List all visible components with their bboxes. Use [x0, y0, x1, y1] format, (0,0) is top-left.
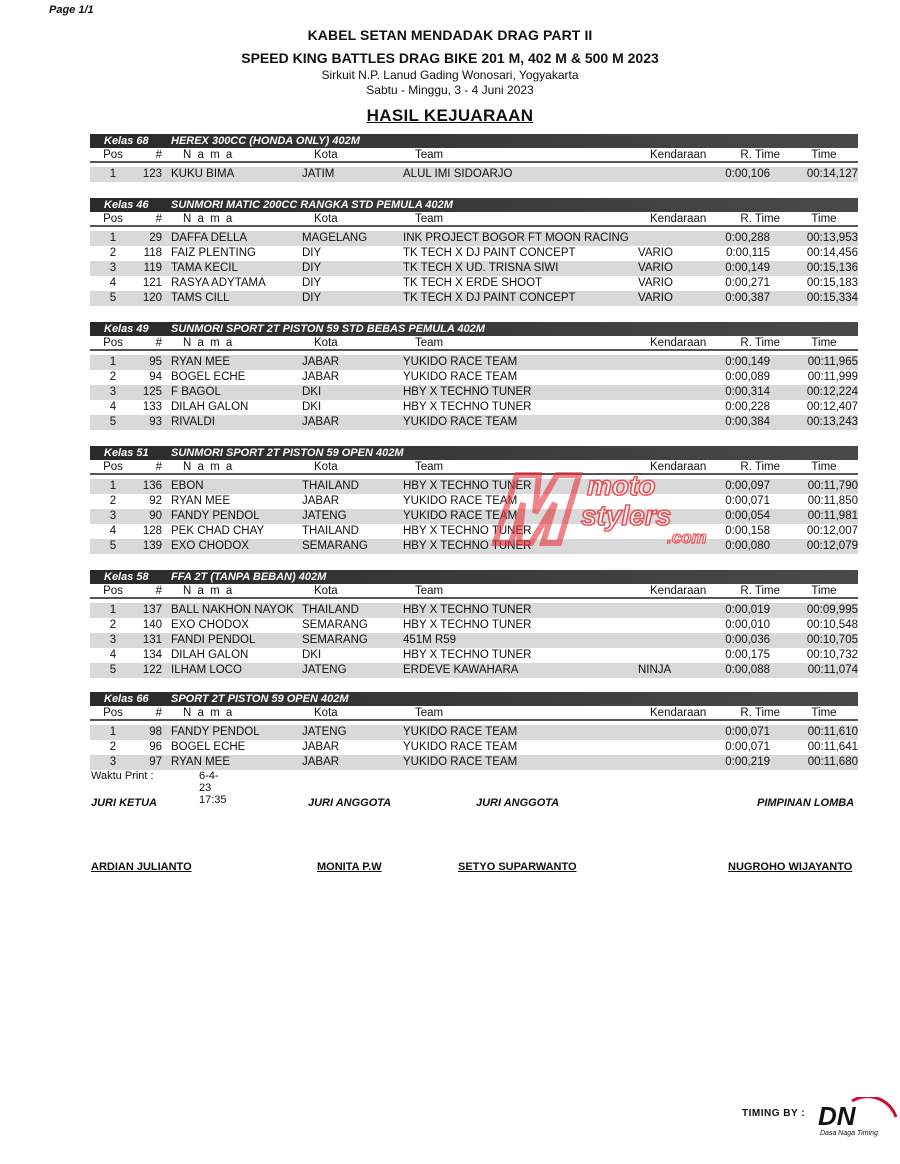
- cell-pos: 1: [109, 726, 117, 738]
- cell-name: DAFFA DELLA: [171, 232, 248, 244]
- cell-pos: 3: [109, 386, 117, 398]
- cell-team: ERDEVE KAWAHARA: [403, 664, 519, 676]
- cell-kota: JABAR: [302, 741, 340, 753]
- cell-no: 98: [149, 726, 162, 738]
- cell-time: 00:11,680: [807, 756, 858, 768]
- cell-name: RYAN MEE: [171, 495, 231, 507]
- cell-no: 94: [149, 371, 162, 383]
- table-row: [90, 261, 858, 276]
- signature-role-2: JURI ANGGOTA: [308, 797, 392, 809]
- table-row: [90, 415, 858, 430]
- class-section: [90, 570, 858, 678]
- cell-name: FANDY PENDOL: [171, 726, 260, 738]
- cell-name: RIVALDI: [171, 416, 215, 428]
- table-row: [90, 400, 858, 415]
- cell-no: 29: [149, 232, 162, 244]
- cell-time: 00:11,981: [807, 510, 858, 522]
- column-header-team: Team: [415, 585, 444, 597]
- cell-pos: 5: [109, 416, 117, 428]
- cell-rtime: 0:00,314: [725, 386, 770, 398]
- cell-no: 90: [149, 510, 162, 522]
- cell-kota: JABAR: [302, 756, 340, 768]
- table-row: [90, 231, 858, 246]
- cell-pos: 2: [109, 495, 117, 507]
- cell-time: 00:10,705: [806, 634, 858, 646]
- cell-kendaraan: VARIO: [638, 277, 673, 289]
- cell-no: 128: [142, 525, 162, 537]
- column-header-kendaraan: Kendaraan: [650, 337, 707, 349]
- cell-name: FAIZ PLENTING: [171, 247, 256, 259]
- results-title: HASIL KEJUARAAN: [366, 106, 534, 125]
- cell-name: EXO CHODOX: [171, 540, 249, 552]
- column-header-kendaraan: Kendaraan: [650, 149, 707, 161]
- cell-time: 00:14,456: [806, 247, 858, 259]
- column-header-no: #: [155, 149, 162, 161]
- class-header-bar: [90, 570, 858, 584]
- column-header-no: #: [155, 585, 162, 597]
- column-header-name: N a m a: [183, 213, 234, 225]
- column-header-no: #: [155, 213, 162, 225]
- cell-kendaraan: NINJA: [638, 664, 672, 676]
- column-header-pos: Pos: [103, 337, 123, 349]
- table-row: [90, 524, 858, 539]
- cell-rtime: 0:00,228: [725, 401, 770, 413]
- cell-pos: 2: [109, 619, 117, 631]
- column-header-name: N a m a: [183, 337, 234, 349]
- table-row: [90, 725, 858, 740]
- cell-pos: 4: [109, 401, 117, 413]
- column-header-time: Time: [811, 461, 837, 473]
- class-section: [90, 446, 858, 554]
- cell-pos: 3: [109, 510, 117, 522]
- cell-name: BOGEL ECHE: [171, 371, 246, 383]
- cell-name: EXO CHODOX: [171, 619, 249, 631]
- cell-team: 451M R59: [403, 634, 457, 646]
- cell-team: YUKIDO RACE TEAM: [403, 756, 518, 768]
- column-header-rtime: R. Time: [740, 213, 780, 225]
- table-row: [90, 494, 858, 509]
- column-header-name: N a m a: [183, 585, 234, 597]
- class-name: SUNMORI SPORT 2T PISTON 59 OPEN 402M: [171, 447, 404, 459]
- column-header-pos: Pos: [103, 213, 123, 225]
- cell-pos: 3: [109, 756, 117, 768]
- cell-time: 00:12,079: [806, 540, 858, 552]
- class-name: FFA 2T (TANPA BEBAN) 402M: [171, 571, 327, 583]
- cell-time: 00:14,127: [806, 168, 858, 180]
- cell-kota: SEMARANG: [302, 619, 368, 631]
- cell-name: KUKU BIMA: [171, 168, 235, 180]
- column-header-row: [90, 336, 858, 351]
- cell-kota: MAGELANG: [302, 232, 368, 244]
- cell-kendaraan: VARIO: [638, 292, 673, 304]
- table-row: [90, 603, 858, 618]
- cell-pos: 1: [109, 480, 117, 492]
- cell-kota: DKI: [302, 386, 322, 398]
- cell-time: 00:12,007: [806, 525, 858, 537]
- table-row: [90, 509, 858, 524]
- signature-role-4: PIMPINAN LOMBA: [757, 797, 855, 809]
- cell-rtime: 0:00,071: [725, 495, 770, 507]
- cell-kendaraan: VARIO: [638, 262, 673, 274]
- column-header-rtime: R. Time: [740, 707, 780, 719]
- column-header-row: [90, 706, 858, 721]
- cell-name: DILAH GALON: [171, 649, 249, 661]
- class-header-bar: [90, 446, 858, 460]
- column-header-no: #: [155, 707, 162, 719]
- cell-kota: SEMARANG: [302, 634, 368, 646]
- class-section: [90, 198, 858, 306]
- cell-no: 137: [142, 604, 162, 616]
- cell-rtime: 0:00,175: [725, 649, 770, 661]
- column-header-kendaraan: Kendaraan: [650, 461, 707, 473]
- column-header-row: [90, 148, 858, 163]
- cell-rtime: 0:00,387: [725, 292, 770, 304]
- column-header-kota: Kota: [314, 149, 338, 161]
- column-header-row: [90, 460, 858, 475]
- motostylers-watermark: [477, 463, 737, 553]
- cell-team: TK TECH X DJ PAINT CONCEPT: [403, 247, 576, 259]
- cell-team: YUKIDO RACE TEAM: [403, 726, 518, 738]
- print-time-label: Waktu Print :: [91, 770, 154, 782]
- cell-team: HBY X TECHNO TUNER: [403, 525, 532, 537]
- cell-kendaraan: VARIO: [638, 247, 673, 259]
- cell-rtime: 0:00,080: [725, 540, 770, 552]
- column-header-rtime: R. Time: [740, 461, 780, 473]
- cell-no: 122: [142, 664, 162, 676]
- cell-rtime: 0:00,088: [725, 664, 770, 676]
- cell-name: BOGEL ECHE: [171, 741, 246, 753]
- column-header-kendaraan: Kendaraan: [650, 707, 707, 719]
- cell-no: 93: [149, 416, 162, 428]
- cell-no: 139: [142, 540, 162, 552]
- signature-role-3: JURI ANGGOTA: [476, 797, 560, 809]
- column-header-row: [90, 212, 858, 227]
- cell-team: HBY X TECHNO TUNER: [403, 540, 532, 552]
- event-venue: Sirkuit N.P. Lanud Gading Wonosari, Yogyakarta: [321, 68, 579, 82]
- cell-time: 00:11,610: [807, 726, 858, 738]
- cell-team: HBY X TECHNO TUNER: [403, 386, 532, 398]
- signature-name-4: NUGROHO WIJAYANTO: [728, 861, 853, 873]
- table-row: [90, 276, 858, 291]
- cell-no: 136: [142, 480, 162, 492]
- class-header-bar: [90, 198, 858, 212]
- cell-time: 00:11,641: [807, 741, 858, 753]
- cell-name: RYAN MEE: [171, 356, 231, 368]
- cell-rtime: 0:00,010: [725, 619, 770, 631]
- cell-time: 00:11,074: [807, 664, 858, 676]
- cell-time: 00:10,548: [806, 619, 858, 631]
- cell-no: 119: [143, 262, 162, 274]
- table-row: [90, 167, 858, 182]
- signature-name-1: ARDIAN JULIANTO: [91, 861, 192, 873]
- column-header-rtime: R. Time: [740, 149, 780, 161]
- cell-rtime: 0:00,054: [725, 510, 770, 522]
- cell-time: 00:11,999: [807, 371, 858, 383]
- cell-no: 95: [149, 356, 162, 368]
- table-row: [90, 385, 858, 400]
- column-header-no: #: [155, 461, 162, 473]
- watermark-line3: .com: [667, 528, 707, 547]
- cell-kota: DKI: [302, 649, 322, 661]
- cell-pos: 4: [109, 649, 117, 661]
- cell-time: 00:09,995: [806, 604, 858, 616]
- column-header-kota: Kota: [314, 585, 338, 597]
- column-header-name: N a m a: [183, 149, 234, 161]
- cell-rtime: 0:00,271: [725, 277, 770, 289]
- cell-time: 00:13,953: [806, 232, 858, 244]
- cell-name: FANDY PENDOL: [171, 510, 260, 522]
- timing-logo-sub: Dasa Naga Timing: [820, 1130, 878, 1137]
- timing-logo-text: DN: [818, 1101, 856, 1131]
- cell-team: YUKIDO RACE TEAM: [403, 371, 518, 383]
- cell-time: 00:15,334: [806, 292, 858, 304]
- column-header-rtime: R. Time: [740, 337, 780, 349]
- column-header-kendaraan: Kendaraan: [650, 213, 707, 225]
- cell-pos: 5: [109, 292, 117, 304]
- cell-no: 118: [143, 247, 162, 259]
- cell-kota: JABAR: [302, 356, 340, 368]
- column-header-time: Time: [811, 707, 837, 719]
- cell-rtime: 0:00,036: [725, 634, 770, 646]
- cell-pos: 1: [109, 232, 117, 244]
- column-header-pos: Pos: [103, 585, 123, 597]
- cell-team: TK TECH X ERDE SHOOT: [403, 277, 543, 289]
- cell-team: HBY X TECHNO TUNER: [403, 604, 532, 616]
- cell-time: 00:10,732: [806, 649, 858, 661]
- cell-kota: DIY: [302, 262, 322, 274]
- cell-pos: 4: [109, 277, 117, 289]
- cell-rtime: 0:00,384: [725, 416, 770, 428]
- cell-kota: DIY: [302, 277, 322, 289]
- column-header-name: N a m a: [183, 461, 234, 473]
- print-time-value: 6-4-23 17:35: [199, 770, 227, 806]
- cell-rtime: 0:00,219: [725, 756, 770, 768]
- class-name: HEREX 300CC (HONDA ONLY) 402M: [171, 135, 360, 147]
- cell-name: FANDI PENDOL: [171, 634, 256, 646]
- cell-rtime: 0:00,158: [725, 525, 770, 537]
- cell-kota: THAILAND: [302, 480, 359, 492]
- cell-team: YUKIDO RACE TEAM: [403, 741, 518, 753]
- column-header-pos: Pos: [103, 461, 123, 473]
- cell-name: F BAGOL: [171, 386, 221, 398]
- table-row: [90, 246, 858, 261]
- column-header-pos: Pos: [103, 149, 123, 161]
- column-header-pos: Pos: [103, 707, 123, 719]
- cell-team: HBY X TECHNO TUNER: [403, 480, 532, 492]
- class-number: Kelas 49: [104, 323, 149, 335]
- table-row: [90, 370, 858, 385]
- cell-no: 123: [142, 168, 162, 180]
- table-row: [90, 539, 858, 554]
- cell-team: HBY X TECHNO TUNER: [403, 401, 532, 413]
- table-row: [90, 355, 858, 370]
- table-row: [90, 663, 858, 678]
- cell-kota: JATENG: [302, 664, 347, 676]
- cell-name: TAMS CILL: [171, 292, 230, 304]
- table-row: [90, 755, 858, 770]
- column-header-kendaraan: Kendaraan: [650, 585, 707, 597]
- cell-kota: SEMARANG: [302, 540, 368, 552]
- signature-role-1: JURI KETUA: [91, 797, 158, 809]
- cell-time: 00:12,407: [806, 401, 858, 413]
- cell-team: HBY X TECHNO TUNER: [403, 649, 532, 661]
- watermark-line1: moto: [587, 470, 656, 501]
- cell-rtime: 0:00,288: [725, 232, 770, 244]
- cell-time: 00:12,224: [806, 386, 858, 398]
- class-section: [90, 692, 858, 770]
- cell-name: TAMA KECIL: [171, 262, 238, 274]
- column-header-kota: Kota: [314, 213, 338, 225]
- cell-kota: DKI: [302, 401, 322, 413]
- cell-team: YUKIDO RACE TEAM: [403, 416, 518, 428]
- cell-pos: 3: [109, 262, 117, 274]
- cell-team: TK TECH X UD. TRISNA SIWI: [403, 262, 559, 274]
- class-number: Kelas 58: [104, 571, 149, 583]
- class-name: SUNMORI SPORT 2T PISTON 59 STD BEBAS PEMULA 402M: [171, 323, 485, 335]
- dn-timing-logo: [812, 1097, 898, 1137]
- cell-no: 121: [142, 277, 162, 289]
- cell-name: EBON: [171, 480, 204, 492]
- cell-no: 92: [149, 495, 162, 507]
- cell-pos: 5: [109, 664, 117, 676]
- cell-no: 140: [142, 619, 162, 631]
- cell-kota: JATENG: [302, 510, 347, 522]
- column-header-kota: Kota: [314, 337, 338, 349]
- column-header-team: Team: [415, 337, 444, 349]
- table-row: [90, 291, 858, 306]
- cell-time: 00:13,243: [806, 416, 858, 428]
- signature-name-2: MONITA P.W: [317, 861, 382, 873]
- cell-no: 96: [149, 741, 162, 753]
- cell-pos: 4: [109, 525, 117, 537]
- cell-kota: JABAR: [302, 371, 340, 383]
- event-date: Sabtu - Minggu, 3 - 4 Juni 2023: [366, 83, 534, 97]
- class-section: [90, 134, 858, 182]
- class-section: [90, 322, 858, 430]
- class-number: Kelas 68: [104, 135, 149, 147]
- cell-kota: JABAR: [302, 495, 340, 507]
- column-header-row: [90, 584, 858, 599]
- table-row: [90, 633, 858, 648]
- watermark-line2: stylers: [581, 500, 672, 531]
- timing-label: TIMING BY :: [742, 1108, 806, 1119]
- cell-pos: 2: [109, 371, 117, 383]
- cell-rtime: 0:00,019: [725, 604, 770, 616]
- class-number: Kelas 51: [104, 447, 149, 459]
- cell-pos: 5: [109, 540, 117, 552]
- table-row: [90, 740, 858, 755]
- class-header-bar: [90, 692, 858, 706]
- column-header-name: N a m a: [183, 707, 234, 719]
- cell-time: 00:15,183: [806, 277, 858, 289]
- cell-team: YUKIDO RACE TEAM: [403, 356, 518, 368]
- cell-name: BALL NAKHON NAYOK: [171, 604, 294, 616]
- signature-name-3: SETYO SUPARWANTO: [458, 861, 577, 873]
- event-subtitle: SPEED KING BATTLES DRAG BIKE 201 M, 402 M & 500 M 2023: [241, 50, 659, 66]
- class-number: Kelas 66: [104, 693, 149, 705]
- cell-team: HBY X TECHNO TUNER: [403, 619, 532, 631]
- class-header-bar: [90, 134, 858, 148]
- cell-rtime: 0:00,115: [726, 247, 770, 259]
- table-row: [90, 648, 858, 663]
- cell-kota: JATIM: [302, 168, 335, 180]
- cell-no: 125: [142, 386, 162, 398]
- column-header-rtime: R. Time: [740, 585, 780, 597]
- cell-no: 120: [142, 292, 162, 304]
- cell-pos: 1: [109, 604, 117, 616]
- column-header-time: Time: [811, 585, 837, 597]
- cell-team: YUKIDO RACE TEAM: [403, 495, 518, 507]
- cell-name: DILAH GALON: [171, 401, 249, 413]
- cell-team: YUKIDO RACE TEAM: [403, 510, 518, 522]
- cell-time: 00:11,790: [807, 480, 858, 492]
- cell-time: 00:11,850: [807, 495, 858, 507]
- cell-rtime: 0:00,149: [725, 356, 770, 368]
- column-header-team: Team: [415, 461, 444, 473]
- cell-time: 00:11,965: [807, 356, 858, 368]
- cell-pos: 2: [109, 247, 117, 259]
- cell-name: ILHAM LOCO: [171, 664, 242, 676]
- cell-kota: DIY: [302, 292, 322, 304]
- cell-name: RYAN MEE: [171, 756, 231, 768]
- cell-no: 133: [142, 401, 162, 413]
- cell-rtime: 0:00,089: [725, 371, 770, 383]
- cell-rtime: 0:00,106: [725, 168, 770, 180]
- cell-kota: JABAR: [302, 416, 340, 428]
- column-header-kota: Kota: [314, 461, 338, 473]
- cell-kota: THAILAND: [302, 604, 359, 616]
- cell-pos: 2: [109, 741, 117, 753]
- cell-kota: THAILAND: [302, 525, 359, 537]
- class-number: Kelas 46: [104, 199, 149, 211]
- cell-name: RASYA ADYTAMA: [171, 277, 266, 289]
- column-header-time: Time: [811, 213, 837, 225]
- cell-team: INK PROJECT BOGOR FT MOON RACING: [403, 232, 629, 244]
- class-header-bar: [90, 322, 858, 336]
- cell-rtime: 0:00,071: [725, 741, 770, 753]
- cell-kota: DIY: [302, 247, 322, 259]
- column-header-time: Time: [811, 149, 837, 161]
- cell-pos: 1: [109, 356, 117, 368]
- cell-pos: 1: [109, 168, 117, 180]
- column-header-team: Team: [415, 707, 444, 719]
- column-header-time: Time: [811, 337, 837, 349]
- class-name: SUNMORI MATIC 200CC RANGKA STD PEMULA 402M: [171, 199, 453, 211]
- cell-rtime: 0:00,149: [725, 262, 770, 274]
- cell-no: 131: [142, 634, 162, 646]
- column-header-no: #: [155, 337, 162, 349]
- cell-team: ALUL IMI SIDOARJO: [403, 168, 513, 180]
- cell-name: PEK CHAD CHAY: [171, 525, 265, 537]
- table-row: [90, 618, 858, 633]
- cell-rtime: 0:00,071: [725, 726, 770, 738]
- cell-no: 97: [149, 756, 162, 768]
- page-number: Page 1/1: [49, 4, 94, 16]
- event-title: KABEL SETAN MENDADAK DRAG PART II: [307, 27, 593, 43]
- column-header-team: Team: [415, 149, 444, 161]
- cell-pos: 3: [109, 634, 117, 646]
- cell-rtime: 0:00,097: [725, 480, 770, 492]
- cell-kota: JATENG: [302, 726, 347, 738]
- cell-team: TK TECH X DJ PAINT CONCEPT: [403, 292, 576, 304]
- table-row: [90, 479, 858, 494]
- class-name: SPORT 2T PISTON 59 OPEN 402M: [171, 693, 349, 705]
- column-header-team: Team: [415, 213, 444, 225]
- cell-time: 00:15,136: [806, 262, 858, 274]
- cell-no: 134: [142, 649, 162, 661]
- column-header-kota: Kota: [314, 707, 338, 719]
